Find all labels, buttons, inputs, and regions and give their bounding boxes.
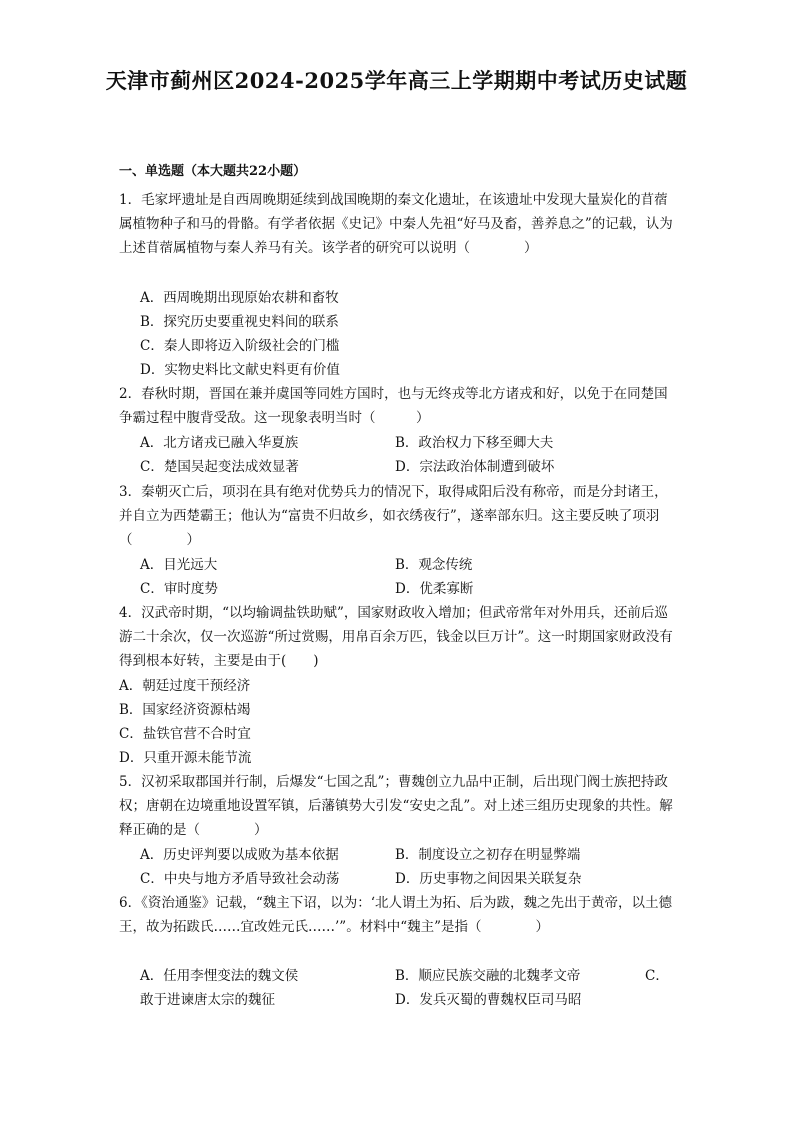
- question-5-option-b: B．制度设立之初存在明显弊端: [395, 847, 581, 863]
- page-title: 天津市蓟州区2024-2025学年高三上学期期中考试历史试题: [105, 68, 688, 93]
- section-heading: 一、单选题（本大题共22小题）: [119, 164, 307, 179]
- question-2-option-c: C．楚国吴起变法成效显著: [140, 459, 299, 475]
- question-1-stem: 1．毛家坪遗址是自西周晚期延续到战国晚期的秦文化遗址，在该遗址中发现大量炭化的苜蓿属植物种子和马的骨骼。有学者依据《史记》中秦人先祖“好马及畜，善养息之”的记载，认为上述苜蓿属植物与秦人养马有关。该学者的研究可以说明（ ）: [119, 192, 673, 256]
- question-2-option-a: A．北方诸戎已融入华夏族: [140, 435, 299, 451]
- question-4-stem: 4．汉武帝时期，“以均输调盐铁助赋”，国家财政收入增加；但武帝常年对外用兵，还前后巡游二十余次，仅一次巡游“所过赏赐，用帛百余万匹，钱金以巨万计”。这一时期国家财政没有得到根本好转，主要是由于( ): [119, 605, 673, 669]
- question-6-option-b: B．顺应民族交融的北魏孝文帝: [395, 968, 581, 984]
- question-5-option-d: D．历史事物之间因果关联复杂: [395, 871, 582, 887]
- question-1-option-c: C．秦人即将迈入阶级社会的门槛: [140, 338, 340, 354]
- question-1-option-a: A．西周晚期出现原始农耕和畜牧: [140, 290, 339, 306]
- question-6-option-a: A．任用李悝变法的魏文侯: [140, 968, 299, 984]
- question-3-stem: 3．秦朝灭亡后，项羽在具有绝对优势兵力的情况下，取得咸阳后没有称帝，而是分封诸王，并自立为西楚霸王；他认为“富贵不归故乡，如衣绣夜行”，遂率部东归。这主要反映了项羽（ ）: [119, 484, 668, 548]
- question-3-option-a: A．目光远大: [140, 557, 218, 573]
- question-5-stem: 5．汉初采取郡国并行制，后爆发“七国之乱”；曹魏创立九品中正制，后出现门阀士族把持政权；唐朝在边境重地设置军镇，后藩镇势大引发“安史之乱”。对上述三组历史现象的共性。解释正确的是（ ）: [119, 774, 673, 838]
- question-2-option-d: D．宗法政治体制遭到破坏: [395, 459, 555, 475]
- question-3-option-b: B．观念传统: [395, 557, 473, 573]
- question-5-option-a: A．历史评判要以成败为基本依据: [140, 847, 339, 863]
- question-2-option-b: B．政治权力下移至卿大夫: [395, 435, 554, 451]
- question-1-option-b: B．探究历史要重视史料间的联系: [140, 314, 339, 330]
- question-6-stem: 6．《资治通鉴》记载，“魏主下诏，以为：‘北人谓土为拓、后为跋，魏之先出于黄帝，以土德王，故为拓跋氏……宜改姓元氏……’”。材料中“魏主”是指（ ）: [119, 895, 673, 935]
- question-6-option-d: D．发兵灭蜀的曹魏权臣司马昭: [395, 992, 582, 1008]
- question-4-option-c: C．盐铁官营不合时宜: [119, 726, 251, 742]
- question-3-option-d: D．优柔寡断: [395, 581, 474, 597]
- question-2-stem: 2．春秋时期，晋国在兼并虞国等同姓方国时，也与无终戎等北方诸戎和好，以免于在同楚国争霸过程中腹背受敌。这一现象表明当时（ ）: [119, 386, 668, 426]
- question-4-option-a: A．朝廷过度干预经济: [119, 678, 251, 694]
- question-6-option-c-label: C．: [645, 968, 669, 984]
- question-4-option-d: D．只重开源未能节流: [119, 750, 252, 766]
- question-1-option-d: D．实物史料比文献史料更有价值: [140, 362, 340, 378]
- question-4-option-b: B．国家经济资源枯竭: [119, 702, 251, 718]
- question-5-option-c: C．中央与地方矛盾导致社会动荡: [140, 871, 340, 887]
- question-3-option-c: C．审时度势: [140, 581, 218, 597]
- question-6-option-c-text: 敢于进谏唐太宗的魏征: [140, 992, 275, 1008]
